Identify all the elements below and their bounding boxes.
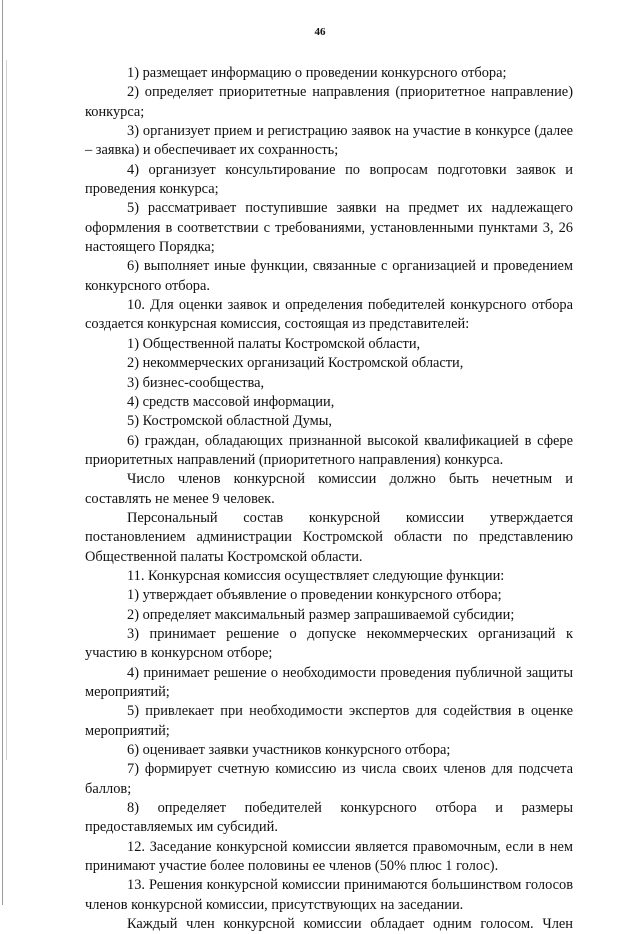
paragraph: 5) рассматривает поступившие заявки на предмет их надлежащего оформления в соответствии с требованиями, установленными пунктами 3, 26 настоящего Порядка;	[85, 200, 573, 256]
paragraph: Персональный состав конкурсной комиссии утверждается постановлением администрации Костромской области по представлению Общественной палаты Костромской области.	[85, 509, 573, 565]
page-number: 46	[314, 26, 326, 38]
paragraph: 3) организует прием и регистрацию заявок на участие в конкурсе (далее – заявка) и обеспечивает их сохранность;	[85, 123, 573, 159]
scan-edge-line	[2, 0, 3, 905]
paragraph: 2) определяет максимальный размер запрашиваемой субсидии;	[127, 606, 515, 623]
paragraph: 6) выполняет иные функции, связанные с организацией и проведением конкурсного отбора.	[85, 258, 573, 294]
scan-edge-shadow	[6, 60, 7, 760]
paragraph: 5) Костромской областной Думы,	[127, 413, 333, 430]
paragraph: 11. Конкурсная комиссия осуществляет следующие функции:	[127, 567, 505, 584]
paragraph: 1) утверждает объявление о проведении конкурсного отбора;	[127, 587, 502, 604]
paragraph: 10. Для оценки заявок и определения победителей конкурсного отбора создается конкурсная комиссия, состоящая из представителей:	[85, 297, 573, 333]
paragraph: 5) привлекает при необходимости экспертов для содействия в оценке мероприятий;	[85, 703, 573, 739]
paragraph: Число членов конкурсной комиссии должно быть нечетным и составлять не менее 9 человек.	[85, 471, 573, 507]
paragraph: 6) граждан, обладающих признанной высокой квалификацией в сфере приоритетных направлений (приоритетного направления) конкурса.	[85, 432, 573, 468]
paragraph: 2) некоммерческих организаций Костромской области,	[127, 355, 464, 372]
paragraph: 1) размещает информацию о проведении конкурсного отбора;	[127, 65, 507, 81]
paragraph: 6) оценивает заявки участников конкурсного отбора;	[127, 742, 451, 759]
paragraph: 8) определяет победителей конкурсного отбора и размеры предоставляемых им субсидий.	[85, 800, 573, 836]
paragraph: 4) принимает решение о необходимости проведения публичной защиты мероприятий;	[85, 664, 573, 700]
paragraph: Каждый член конкурсной комиссии обладает одним голосом. Член	[127, 916, 573, 933]
paragraph: 1) Общественной палаты Костромской области,	[127, 335, 421, 352]
body-text	[85, 64, 573, 934]
paragraph: 3) бизнес-сообщества,	[127, 374, 265, 391]
paragraph: 4) средств массовой информации,	[127, 393, 335, 410]
paragraph: 3) принимает решение о допуске некоммерческих организаций к участию в конкурсном отборе;	[85, 625, 573, 662]
paragraph: 7) формирует счетную комиссию из числа своих членов для подсчета баллов;	[85, 761, 573, 797]
paragraph: 2) определяет приоритетные направления (приоритетное направление) конкурса;	[85, 84, 573, 120]
paragraph: 12. Заседание конкурсной комиссии является правомочным, если в нем принимают участие более половины ее членов (50% плюс 1 голос).	[85, 838, 573, 875]
paragraph: 13. Решения конкурсной комиссии принимаются большинством голосов членов конкурсной комиссии, присутствующих на заседании.	[85, 877, 573, 913]
paragraph: 4) организует консультирование по вопросам подготовки заявок и проведения конкурса;	[85, 161, 573, 198]
